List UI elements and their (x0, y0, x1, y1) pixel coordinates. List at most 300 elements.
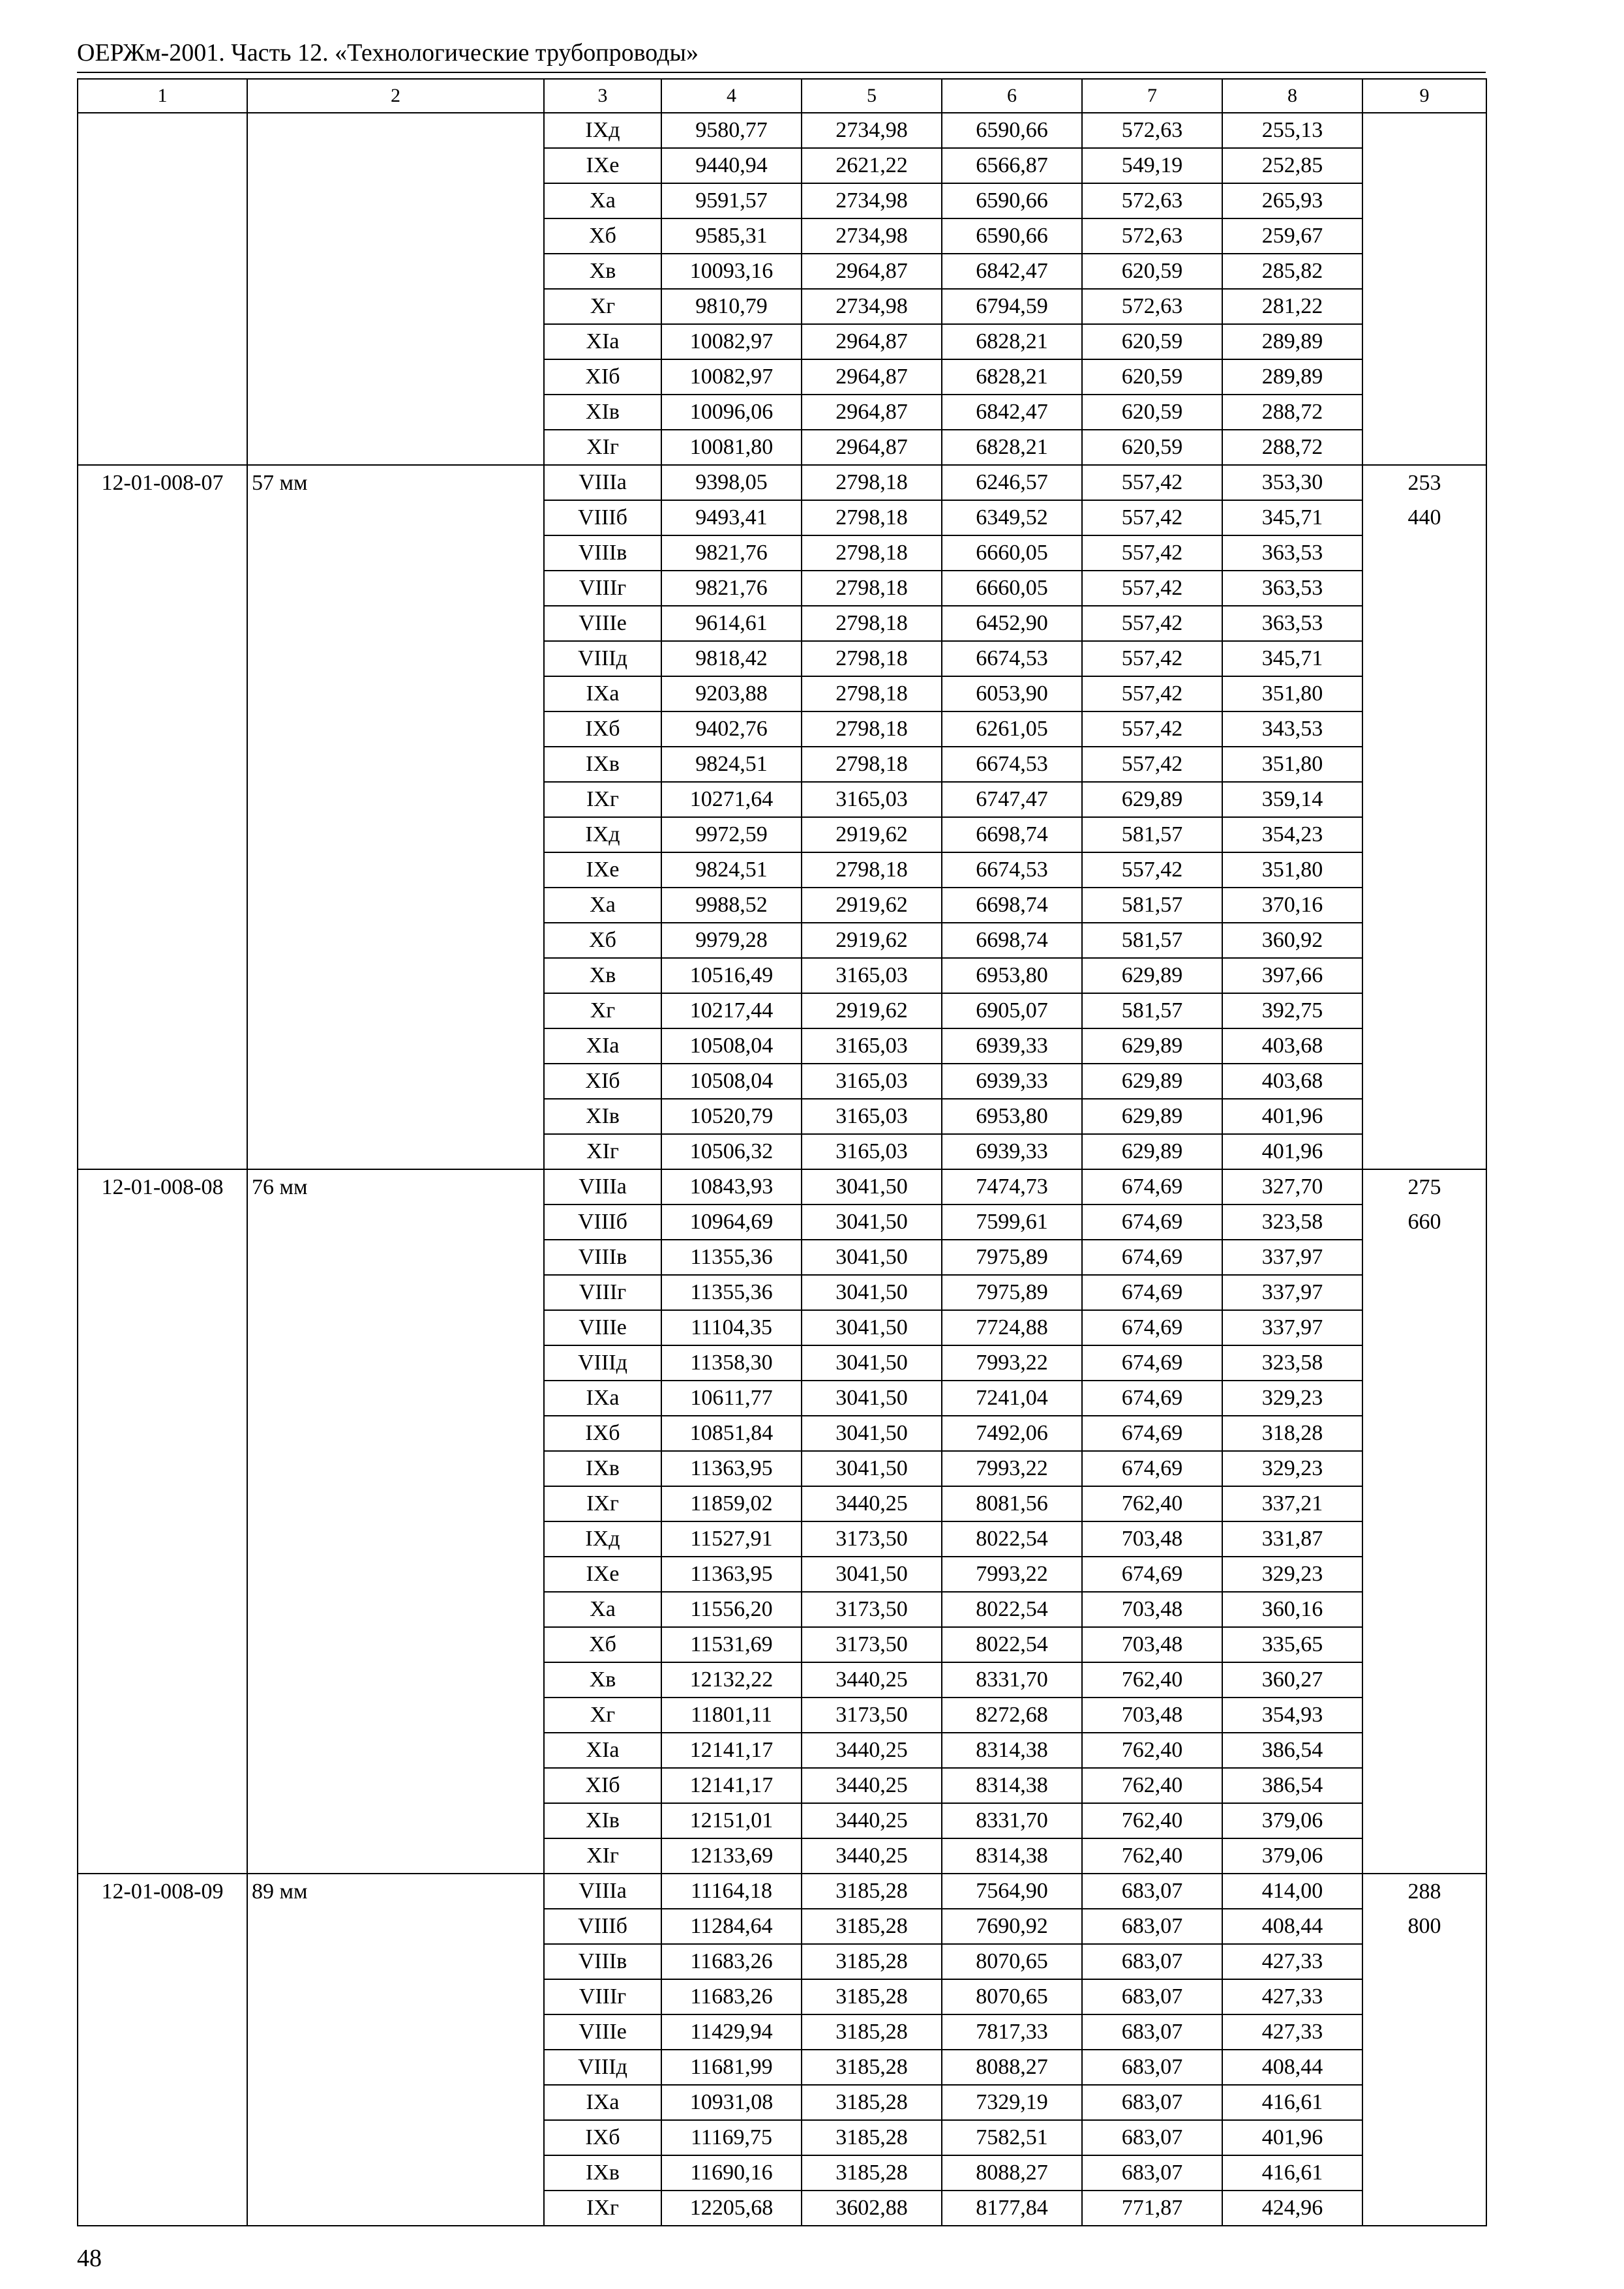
cell-machine-cost: 6261,05 (942, 711, 1082, 747)
cell-total-cost: 10081,80 (661, 430, 802, 465)
cell-rate-code (78, 1627, 247, 1662)
cell-total-cost: 9972,59 (661, 817, 802, 852)
cell-rate-code (78, 1733, 247, 1768)
cell-rate-code (78, 1451, 247, 1486)
cell-materials: 288,72 (1222, 430, 1362, 465)
cell-labor (1362, 254, 1486, 289)
cell-rate-code (78, 430, 247, 465)
cell-wages: 3185,28 (802, 2050, 942, 2085)
column-number: 3 (544, 79, 661, 113)
cell-subtype: Xб (544, 1627, 661, 1662)
cell-machine-cost: 7690,92 (942, 1909, 1082, 1944)
cell-rate-code (78, 1486, 247, 1521)
cell-wages: 3440,25 (802, 1486, 942, 1521)
cell-total-cost: 9398,05 (661, 465, 802, 500)
cell-subtype: IXа (544, 1381, 661, 1416)
cell-machine-cost: 8088,27 (942, 2155, 1082, 2191)
cell-wages: 2964,87 (802, 324, 942, 359)
cell-labor (1362, 888, 1486, 923)
cell-machinist-wages: 762,40 (1082, 1486, 1222, 1521)
cell-machinist-wages: 629,89 (1082, 782, 1222, 817)
cell-wages: 2734,98 (802, 183, 942, 218)
cell-subtype: Xв (544, 254, 661, 289)
cell-subtype: Xв (544, 1662, 661, 1698)
cell-machine-cost: 6698,74 (942, 817, 1082, 852)
cell-wages: 3440,25 (802, 1662, 942, 1698)
column-number: 9 (1362, 79, 1486, 113)
table-row (78, 1627, 1486, 1662)
cell-materials: 427,33 (1222, 2014, 1362, 2050)
cell-pipe-diameter (247, 395, 544, 430)
cell-materials: 335,65 (1222, 1627, 1362, 1662)
cell-subtype: Xг (544, 289, 661, 324)
cell-total-cost: 9824,51 (661, 852, 802, 888)
cell-pipe-diameter: 57 мм (247, 465, 544, 500)
cell-labor (1362, 993, 1486, 1028)
cell-machinist-wages: 557,42 (1082, 641, 1222, 676)
cell-subtype: VIIIд (544, 1345, 661, 1381)
cell-pipe-diameter (247, 148, 544, 183)
cell-wages: 3041,50 (802, 1240, 942, 1275)
cell-labor: 288 (1362, 1874, 1486, 1909)
cell-rate-code (78, 1521, 247, 1557)
cell-wages: 2798,18 (802, 852, 942, 888)
cell-total-cost: 11363,95 (661, 1451, 802, 1486)
cell-rate-code (78, 2191, 247, 2226)
cell-machine-cost: 6674,53 (942, 852, 1082, 888)
table-row (78, 711, 1486, 747)
cell-subtype: XIб (544, 1768, 661, 1803)
cell-machinist-wages: 771,87 (1082, 2191, 1222, 2226)
cell-machine-cost: 6905,07 (942, 993, 1082, 1028)
cell-wages: 2734,98 (802, 289, 942, 324)
cell-total-cost: 12205,68 (661, 2191, 802, 2226)
cell-materials: 318,28 (1222, 1416, 1362, 1451)
cell-subtype: VIIIе (544, 606, 661, 641)
column-number: 6 (942, 79, 1082, 113)
cell-materials: 329,23 (1222, 1381, 1362, 1416)
cell-pipe-diameter (247, 1803, 544, 1838)
cell-subtype: VIIIв (544, 1240, 661, 1275)
cell-machine-cost: 6842,47 (942, 254, 1082, 289)
cell-machinist-wages: 629,89 (1082, 1028, 1222, 1064)
cell-labor (1362, 2014, 1486, 2050)
cell-materials: 360,92 (1222, 923, 1362, 958)
cell-materials: 337,97 (1222, 1275, 1362, 1310)
cell-wages: 3041,50 (802, 1275, 942, 1310)
cell-rate-code (78, 782, 247, 817)
cell-subtype: VIIIб (544, 1909, 661, 1944)
cell-subtype: IXб (544, 1416, 661, 1451)
cell-materials: 323,58 (1222, 1345, 1362, 1381)
cell-pipe-diameter (247, 1028, 544, 1064)
cell-total-cost: 9402,76 (661, 711, 802, 747)
cell-machine-cost: 7993,22 (942, 1345, 1082, 1381)
cell-machinist-wages: 683,07 (1082, 1944, 1222, 1979)
cell-rate-code (78, 641, 247, 676)
cell-total-cost: 10851,84 (661, 1416, 802, 1451)
cell-machinist-wages: 762,40 (1082, 1733, 1222, 1768)
cell-labor: 660 (1362, 1204, 1486, 1240)
cell-labor (1362, 395, 1486, 430)
cell-rate-code (78, 571, 247, 606)
page-number: 48 (77, 2245, 102, 2272)
cell-materials: 351,80 (1222, 852, 1362, 888)
cell-wages: 2798,18 (802, 500, 942, 535)
cell-pipe-diameter (247, 852, 544, 888)
cell-pipe-diameter (247, 606, 544, 641)
cell-total-cost: 9585,31 (661, 218, 802, 254)
table-row (78, 1099, 1486, 1134)
cell-total-cost: 10082,97 (661, 359, 802, 395)
cell-total-cost: 11363,95 (661, 1557, 802, 1592)
table-row (78, 1662, 1486, 1698)
table-row (78, 1979, 1486, 2014)
cell-machinist-wages: 674,69 (1082, 1345, 1222, 1381)
cell-rate-code (78, 1838, 247, 1874)
cell-materials: 370,16 (1222, 888, 1362, 923)
table-row (78, 888, 1486, 923)
cell-machine-cost: 8070,65 (942, 1979, 1082, 2014)
cell-machine-cost: 6566,87 (942, 148, 1082, 183)
cell-wages: 3165,03 (802, 1064, 942, 1099)
cell-wages: 3165,03 (802, 1028, 942, 1064)
cell-machinist-wages: 703,48 (1082, 1592, 1222, 1627)
cell-labor (1362, 1381, 1486, 1416)
cell-materials: 288,72 (1222, 395, 1362, 430)
table-row (78, 2191, 1486, 2226)
cell-wages: 3041,50 (802, 1345, 942, 1381)
cell-pipe-diameter (247, 1979, 544, 2014)
cell-pipe-diameter (247, 2014, 544, 2050)
cell-wages: 2798,18 (802, 641, 942, 676)
cell-machine-cost: 6660,05 (942, 535, 1082, 571)
cell-total-cost: 12141,17 (661, 1768, 802, 1803)
cell-wages: 3165,03 (802, 782, 942, 817)
cell-materials: 285,82 (1222, 254, 1362, 289)
cell-rate-code (78, 1134, 247, 1169)
cell-wages: 2964,87 (802, 395, 942, 430)
cell-rate-code (78, 852, 247, 888)
cell-wages: 3165,03 (802, 1099, 942, 1134)
cell-wages: 3041,50 (802, 1416, 942, 1451)
cell-machinist-wages: 683,07 (1082, 1979, 1222, 2014)
cell-materials: 337,97 (1222, 1310, 1362, 1345)
cell-rate-code (78, 183, 247, 218)
table-row (78, 1874, 1486, 1909)
cell-machinist-wages: 557,42 (1082, 465, 1222, 500)
cell-machinist-wages: 762,40 (1082, 1803, 1222, 1838)
cell-machinist-wages: 581,57 (1082, 923, 1222, 958)
cell-pipe-diameter (247, 1134, 544, 1169)
cell-rate-code (78, 2120, 247, 2155)
cell-machinist-wages: 581,57 (1082, 888, 1222, 923)
cell-machine-cost: 6674,53 (942, 747, 1082, 782)
cell-subtype: XIа (544, 1028, 661, 1064)
cell-wages: 2734,98 (802, 218, 942, 254)
table-row (78, 782, 1486, 817)
cell-rate-code (78, 254, 247, 289)
cell-labor (1362, 535, 1486, 571)
cell-total-cost: 10506,32 (661, 1134, 802, 1169)
cell-wages: 3173,50 (802, 1698, 942, 1733)
cell-labor (1362, 1944, 1486, 1979)
cell-total-cost: 10843,93 (661, 1169, 802, 1204)
cell-wages: 3041,50 (802, 1557, 942, 1592)
cell-subtype: IXд (544, 113, 661, 148)
cell-subtype: XIв (544, 1099, 661, 1134)
cell-machine-cost: 6828,21 (942, 359, 1082, 395)
cell-wages: 2919,62 (802, 923, 942, 958)
cell-wages: 2798,18 (802, 535, 942, 571)
cell-wages: 2919,62 (802, 817, 942, 852)
cell-machinist-wages: 620,59 (1082, 359, 1222, 395)
cell-materials: 351,80 (1222, 676, 1362, 711)
cell-machine-cost: 8022,54 (942, 1627, 1082, 1662)
cell-labor (1362, 1099, 1486, 1134)
column-number: 1 (78, 79, 247, 113)
cell-labor (1362, 324, 1486, 359)
column-numbers-row (78, 79, 1486, 113)
table-row (78, 923, 1486, 958)
cell-machinist-wages: 572,63 (1082, 113, 1222, 148)
cell-wages: 2798,18 (802, 606, 942, 641)
table-row (78, 1310, 1486, 1345)
cell-rate-code (78, 2085, 247, 2120)
cell-labor (1362, 1979, 1486, 2014)
cell-subtype: VIIIб (544, 500, 661, 535)
table-row (78, 289, 1486, 324)
cell-materials: 351,80 (1222, 747, 1362, 782)
cell-machine-cost: 6349,52 (942, 500, 1082, 535)
cell-materials: 363,53 (1222, 606, 1362, 641)
table-row (78, 2085, 1486, 2120)
cell-pipe-diameter (247, 1592, 544, 1627)
cell-subtype: IXб (544, 711, 661, 747)
cell-machine-cost: 6053,90 (942, 676, 1082, 711)
cell-materials: 289,89 (1222, 359, 1362, 395)
cell-labor (1362, 782, 1486, 817)
cell-rate-code (78, 1240, 247, 1275)
page-header: ОЕРЖм-2001. Часть 12. «Технологические трубопроводы» (77, 39, 699, 67)
cell-total-cost: 10964,69 (661, 1204, 802, 1240)
cell-machinist-wages: 581,57 (1082, 817, 1222, 852)
cell-labor (1362, 1134, 1486, 1169)
table-row (78, 395, 1486, 430)
cell-subtype: IXг (544, 1486, 661, 1521)
cell-materials: 354,93 (1222, 1698, 1362, 1733)
cell-pipe-diameter (247, 1698, 544, 1733)
cell-total-cost: 11859,02 (661, 1486, 802, 1521)
cell-materials: 386,54 (1222, 1733, 1362, 1768)
cell-rate-code (78, 1028, 247, 1064)
cell-materials: 401,96 (1222, 1099, 1362, 1134)
cell-machine-cost: 8022,54 (942, 1521, 1082, 1557)
cell-machine-cost: 6953,80 (942, 1099, 1082, 1134)
cell-machine-cost: 6660,05 (942, 571, 1082, 606)
cell-machine-cost: 6590,66 (942, 183, 1082, 218)
cell-rate-code (78, 535, 247, 571)
cell-pipe-diameter (247, 1275, 544, 1310)
cell-machine-cost: 7329,19 (942, 2085, 1082, 2120)
cell-wages: 2798,18 (802, 571, 942, 606)
cell-labor (1362, 1486, 1486, 1521)
cell-rate-code (78, 289, 247, 324)
table-row (78, 1169, 1486, 1204)
cell-labor (1362, 817, 1486, 852)
cell-labor (1362, 923, 1486, 958)
cell-total-cost: 11358,30 (661, 1345, 802, 1381)
cell-materials: 427,33 (1222, 1979, 1362, 2014)
cell-labor (1362, 289, 1486, 324)
cell-materials: 329,23 (1222, 1557, 1362, 1592)
cell-labor (1362, 1240, 1486, 1275)
cell-machine-cost: 7564,90 (942, 1874, 1082, 1909)
cell-total-cost: 12132,22 (661, 1662, 802, 1698)
cell-subtype: IXг (544, 2191, 661, 2226)
cell-materials: 345,71 (1222, 641, 1362, 676)
cell-total-cost: 11355,36 (661, 1275, 802, 1310)
cell-machinist-wages: 581,57 (1082, 993, 1222, 1028)
table-row (78, 1275, 1486, 1310)
cell-subtype: VIIIа (544, 1169, 661, 1204)
cell-materials: 252,85 (1222, 148, 1362, 183)
cell-total-cost: 11164,18 (661, 1874, 802, 1909)
cell-subtype: IXе (544, 148, 661, 183)
cell-wages: 3440,25 (802, 1803, 942, 1838)
cell-subtype: VIIIе (544, 1310, 661, 1345)
cell-subtype: VIIIа (544, 1874, 661, 1909)
cell-rate-code (78, 1099, 247, 1134)
cell-subtype: VIIIб (544, 1204, 661, 1240)
cell-labor (1362, 958, 1486, 993)
cell-labor (1362, 183, 1486, 218)
cell-wages: 2734,98 (802, 113, 942, 148)
cell-pipe-diameter (247, 2085, 544, 2120)
cell-pipe-diameter (247, 1416, 544, 1451)
cell-materials: 329,23 (1222, 1451, 1362, 1486)
cell-labor (1362, 852, 1486, 888)
table-row (78, 993, 1486, 1028)
cell-materials: 337,21 (1222, 1486, 1362, 1521)
cell-pipe-diameter (247, 993, 544, 1028)
cell-labor (1362, 676, 1486, 711)
rates-table-body (78, 79, 1486, 2226)
cell-labor (1362, 1627, 1486, 1662)
cell-rate-code (78, 1768, 247, 1803)
cell-materials: 379,06 (1222, 1803, 1362, 1838)
cell-materials: 401,96 (1222, 2120, 1362, 2155)
cell-subtype: IXб (544, 2120, 661, 2155)
table-row (78, 1521, 1486, 1557)
table-row (78, 1909, 1486, 1944)
table-row (78, 2014, 1486, 2050)
cell-wages: 2964,87 (802, 254, 942, 289)
cell-total-cost: 11683,26 (661, 1944, 802, 1979)
cell-rate-code (78, 2014, 247, 2050)
rates-table (77, 78, 1487, 2226)
cell-materials: 281,22 (1222, 289, 1362, 324)
cell-labor (1362, 359, 1486, 395)
cell-labor (1362, 1451, 1486, 1486)
cell-pipe-diameter (247, 1944, 544, 1979)
cell-pipe-diameter (247, 1733, 544, 1768)
cell-subtype: IXв (544, 2155, 661, 2191)
cell-rate-code (78, 1662, 247, 1698)
cell-total-cost: 10271,64 (661, 782, 802, 817)
cell-machinist-wages: 557,42 (1082, 711, 1222, 747)
cell-rate-code (78, 395, 247, 430)
cell-pipe-diameter (247, 254, 544, 289)
cell-subtype: XIг (544, 1134, 661, 1169)
cell-subtype: VIIIд (544, 641, 661, 676)
cell-machine-cost: 7975,89 (942, 1275, 1082, 1310)
cell-wages: 3185,28 (802, 1944, 942, 1979)
table-row (78, 1345, 1486, 1381)
cell-labor (1362, 1733, 1486, 1768)
cell-pipe-diameter: 76 мм (247, 1169, 544, 1204)
cell-total-cost: 11104,35 (661, 1310, 802, 1345)
cell-machinist-wages: 620,59 (1082, 324, 1222, 359)
cell-total-cost: 12133,69 (661, 1838, 802, 1874)
cell-pipe-diameter (247, 571, 544, 606)
cell-subtype: VIIIд (544, 2050, 661, 2085)
cell-labor (1362, 2085, 1486, 2120)
table-row (78, 1557, 1486, 1592)
cell-machine-cost: 7241,04 (942, 1381, 1082, 1416)
cell-labor (1362, 606, 1486, 641)
cell-machine-cost: 8331,70 (942, 1662, 1082, 1698)
cell-pipe-diameter (247, 1521, 544, 1557)
cell-machinist-wages: 557,42 (1082, 852, 1222, 888)
cell-materials: 424,96 (1222, 2191, 1362, 2226)
cell-pipe-diameter (247, 500, 544, 535)
cell-total-cost: 9818,42 (661, 641, 802, 676)
cell-labor (1362, 1275, 1486, 1310)
cell-pipe-diameter (247, 711, 544, 747)
cell-wages: 3440,25 (802, 1838, 942, 1874)
cell-pipe-diameter (247, 1451, 544, 1486)
cell-subtype: VIIIв (544, 535, 661, 571)
cell-machinist-wages: 762,40 (1082, 1838, 1222, 1874)
cell-rate-code (78, 2050, 247, 2085)
cell-machine-cost: 6452,90 (942, 606, 1082, 641)
table-row (78, 1803, 1486, 1838)
cell-labor (1362, 711, 1486, 747)
cell-machinist-wages: 683,07 (1082, 1874, 1222, 1909)
cell-labor (1362, 1662, 1486, 1698)
cell-wages: 3440,25 (802, 1768, 942, 1803)
cell-total-cost: 11531,69 (661, 1627, 802, 1662)
cell-machinist-wages: 557,42 (1082, 535, 1222, 571)
cell-labor (1362, 1416, 1486, 1451)
cell-wages: 3440,25 (802, 1733, 942, 1768)
cell-total-cost: 9580,77 (661, 113, 802, 148)
table-row (78, 1451, 1486, 1486)
cell-subtype: IXа (544, 676, 661, 711)
cell-total-cost: 11169,75 (661, 2120, 802, 2155)
cell-labor (1362, 1557, 1486, 1592)
cell-machine-cost: 8022,54 (942, 1592, 1082, 1627)
table-row (78, 183, 1486, 218)
cell-total-cost: 10931,08 (661, 2085, 802, 2120)
cell-machine-cost: 6939,33 (942, 1134, 1082, 1169)
cell-rate-code (78, 606, 247, 641)
table-row (78, 1768, 1486, 1803)
cell-rate-code: 12-01-008-07 (78, 465, 247, 500)
cell-machine-cost: 6828,21 (942, 324, 1082, 359)
cell-labor (1362, 218, 1486, 254)
